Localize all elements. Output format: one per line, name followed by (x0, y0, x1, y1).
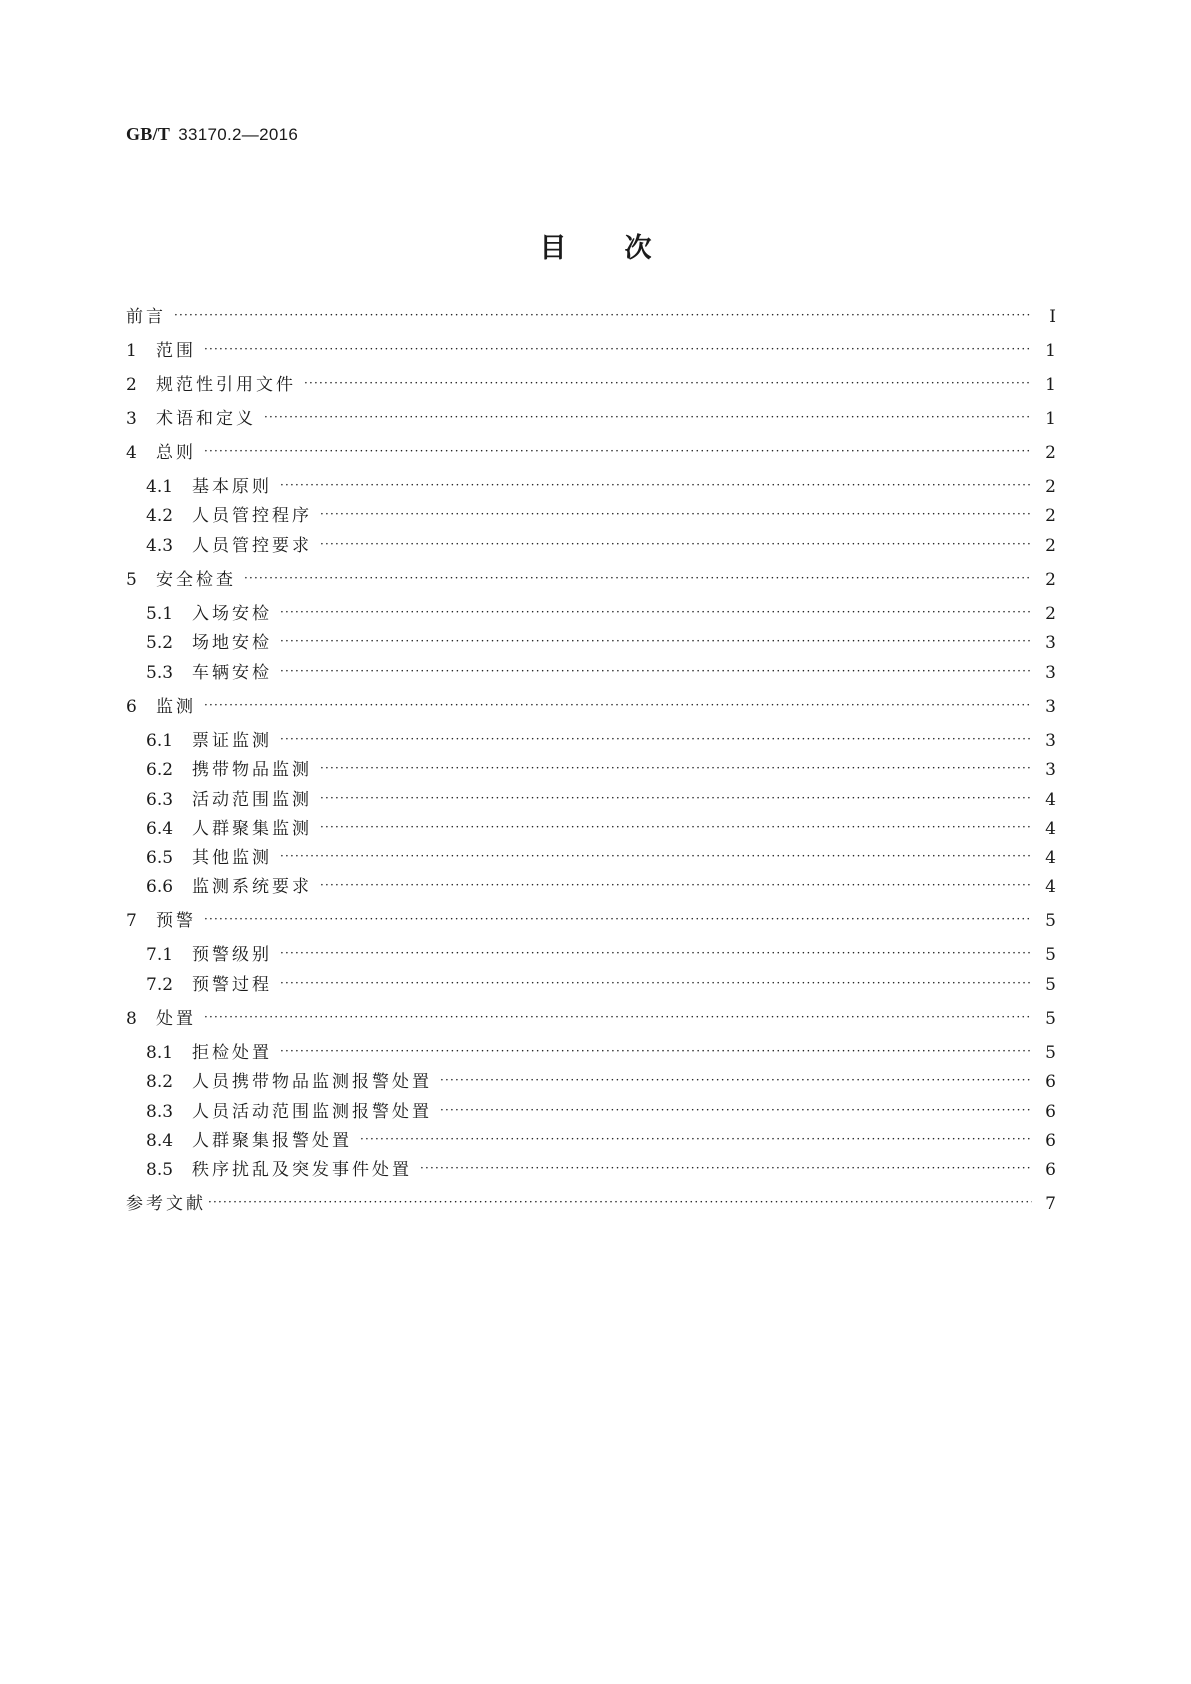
toc-entry-page: 5 (1045, 1009, 1056, 1029)
toc-entry[interactable] (126, 847, 1056, 869)
toc-entry-number: 8.4 (146, 1131, 174, 1151)
dot-leader (360, 1128, 1032, 1150)
toc-entry[interactable] (126, 505, 1056, 527)
toc-entry-number: 7 (126, 911, 137, 931)
toc-entry[interactable] (126, 789, 1056, 811)
toc-entry-number: 8 (126, 1009, 137, 1029)
toc-entry[interactable] (126, 1042, 1056, 1064)
title-char-2: 次 (624, 233, 652, 264)
toc-entry-label: 其他监测 (192, 848, 272, 868)
toc-entry-number: 6.5 (146, 848, 174, 868)
toc-entry-number: 1 (126, 341, 137, 361)
dot-leader (320, 816, 1032, 838)
toc-entry-page: 3 (1045, 697, 1056, 717)
toc-entry-label: 人员管控要求 (192, 536, 312, 556)
toc-entry-label: 监测系统要求 (192, 877, 312, 897)
toc-entry-page: 1 (1045, 375, 1056, 395)
toc-entry-page: 2 (1045, 570, 1056, 590)
toc-entry-number: 3 (126, 409, 137, 429)
toc-entry[interactable] (126, 632, 1056, 654)
toc-entry-label: 参考文献 (126, 1194, 206, 1214)
toc-entry-number: 2 (126, 375, 137, 395)
dot-leader (280, 601, 1032, 623)
toc-entry-page: 2 (1045, 506, 1056, 526)
dot-leader (320, 503, 1032, 525)
toc-entry[interactable] (126, 442, 1056, 464)
toc-entry[interactable] (126, 1193, 1056, 1215)
toc-entry-number: 5 (126, 570, 137, 590)
toc-entry-label: 拒检处置 (192, 1043, 272, 1063)
toc-entry-label: 前言 (126, 307, 166, 327)
toc-entry-number: 6.6 (146, 877, 174, 897)
toc-entry-label: 活动范围监测 (192, 790, 312, 810)
toc-entry-page: 5 (1045, 1043, 1056, 1063)
toc-entry-number: 5.3 (146, 663, 174, 683)
toc-entry[interactable] (126, 696, 1056, 718)
dot-leader (304, 372, 1032, 394)
toc-entry[interactable] (126, 974, 1056, 996)
toc-entry-number: 4.1 (146, 477, 174, 497)
dot-leader (264, 406, 1032, 428)
dot-leader (320, 533, 1032, 555)
toc-entry-label: 车辆安检 (192, 663, 272, 683)
toc-entry[interactable] (126, 1101, 1056, 1123)
toc-entry-page: 3 (1045, 663, 1056, 683)
dot-leader (204, 1006, 1032, 1028)
toc-entry-page: 1 (1045, 409, 1056, 429)
toc-entry-page: 6 (1045, 1072, 1056, 1092)
toc-entry-number: 6 (126, 697, 137, 717)
toc-entry-label: 携带物品监测 (192, 760, 312, 780)
toc-entry-page: 2 (1045, 443, 1056, 463)
toc-entry-page: 4 (1045, 819, 1056, 839)
toc-entry[interactable] (126, 1130, 1056, 1152)
toc-entry-page: 2 (1045, 536, 1056, 556)
dot-leader (320, 757, 1032, 779)
toc-entry-page: 4 (1045, 790, 1056, 810)
toc-entry-label: 场地安检 (192, 633, 272, 653)
toc-entry-page: 6 (1045, 1102, 1056, 1122)
toc-entry-label: 人群聚集监测 (192, 819, 312, 839)
toc-entry-label: 总则 (156, 443, 196, 463)
toc-entry-label: 监测 (156, 697, 196, 717)
toc-entry-page: 7 (1045, 1194, 1056, 1214)
toc-entry-number: 4 (126, 443, 137, 463)
toc-entry[interactable] (126, 306, 1056, 328)
toc-entry-page: 6 (1045, 1160, 1056, 1180)
dot-leader (208, 1191, 1032, 1213)
toc-entry-page: 4 (1045, 877, 1056, 897)
toc-entry-label: 人员管控程序 (192, 506, 312, 526)
dot-leader (440, 1069, 1032, 1091)
toc-entry-number: 8.1 (146, 1043, 174, 1063)
toc-entry[interactable] (126, 1071, 1056, 1093)
dot-leader (174, 304, 1032, 326)
toc-entry-label: 人员携带物品监测报警处置 (192, 1072, 432, 1092)
toc-entry-page: Ⅰ (1049, 307, 1056, 327)
toc-entry-number: 8.3 (146, 1102, 174, 1122)
toc-entry-page: 3 (1045, 731, 1056, 751)
dot-leader (280, 1040, 1032, 1062)
toc-entry-label: 人群聚集报警处置 (192, 1131, 352, 1151)
toc-entry-page: 3 (1045, 633, 1056, 653)
toc-entry-page: 5 (1045, 911, 1056, 931)
dot-leader (244, 567, 1032, 589)
dot-leader (280, 728, 1032, 750)
dot-leader (204, 908, 1032, 930)
toc-entry-number: 7.2 (146, 975, 174, 995)
toc-entry[interactable] (126, 730, 1056, 752)
toc-entry-label: 秩序扰乱及突发事件处置 (192, 1160, 412, 1180)
dot-leader (320, 874, 1032, 896)
toc-entry-number: 6.4 (146, 819, 174, 839)
toc-entry-number: 8.2 (146, 1072, 174, 1092)
toc-entry-number: 6.2 (146, 760, 174, 780)
toc-entry-label: 术语和定义 (156, 409, 256, 429)
toc-entry[interactable] (126, 374, 1056, 396)
dot-leader (280, 972, 1032, 994)
toc-entry-number: 7.1 (146, 945, 174, 965)
toc-entry[interactable] (126, 476, 1056, 498)
toc-entry-number: 5.1 (146, 604, 174, 624)
toc-entry-number: 8.5 (146, 1160, 174, 1180)
toc-entry[interactable] (126, 662, 1056, 684)
toc-entry[interactable] (126, 759, 1056, 781)
dot-leader (204, 338, 1032, 360)
dot-leader (320, 787, 1032, 809)
toc-entry-page: 2 (1045, 604, 1056, 624)
toc-entry-label: 预警过程 (192, 975, 272, 995)
toc-entry[interactable] (126, 876, 1056, 898)
dot-leader (280, 630, 1032, 652)
dot-leader (420, 1157, 1032, 1179)
toc-entry-number: 6.1 (146, 731, 174, 751)
toc-entry-label: 安全检查 (156, 570, 236, 590)
toc-entry[interactable] (126, 535, 1056, 557)
toc-entry-page: 5 (1045, 945, 1056, 965)
toc-entry-page: 5 (1045, 975, 1056, 995)
toc-entry[interactable] (126, 340, 1056, 362)
dot-leader (280, 660, 1032, 682)
toc-entry-page: 4 (1045, 848, 1056, 868)
dot-leader (280, 942, 1032, 964)
page-title (0, 226, 1191, 265)
toc-entry[interactable] (126, 910, 1056, 932)
toc-entry-label: 规范性引用文件 (156, 375, 296, 395)
dot-leader (204, 694, 1032, 716)
toc-entry-label: 预警 (156, 911, 196, 931)
toc-entry-page: 6 (1045, 1131, 1056, 1151)
toc-entry-label: 范围 (156, 341, 196, 361)
dot-leader (280, 474, 1032, 496)
toc-entry-number: 6.3 (146, 790, 174, 810)
title-char-1: 目 (539, 233, 567, 264)
toc-entry-label: 预警级别 (192, 945, 272, 965)
dot-leader (204, 440, 1032, 462)
toc-entry-label: 票证监测 (192, 731, 272, 751)
standard-header (126, 124, 298, 145)
toc-entry-number: 5.2 (146, 633, 174, 653)
toc-entry[interactable] (126, 603, 1056, 625)
dot-leader (440, 1099, 1032, 1121)
toc-entry-label: 入场安检 (192, 604, 272, 624)
toc-entry[interactable] (126, 1159, 1056, 1181)
standard-prefix: GB/T (126, 124, 171, 144)
toc-entry-label: 处置 (156, 1009, 196, 1029)
dot-leader (280, 845, 1032, 867)
toc-entry-page: 1 (1045, 341, 1056, 361)
toc-entry-page: 2 (1045, 477, 1056, 497)
toc-entry[interactable] (126, 408, 1056, 430)
toc-entry-page: 3 (1045, 760, 1056, 780)
toc-entry-label: 基本原则 (192, 477, 272, 497)
toc-entry-number: 4.2 (146, 506, 174, 526)
toc-entry[interactable] (126, 1008, 1056, 1030)
toc-entry-number: 4.3 (146, 536, 174, 556)
toc-entry[interactable] (126, 818, 1056, 840)
toc-entry-label: 人员活动范围监测报警处置 (192, 1102, 432, 1122)
toc-entry[interactable] (126, 944, 1056, 966)
toc-entry[interactable] (126, 569, 1056, 591)
standard-number: 33170.2—2016 (178, 125, 299, 144)
